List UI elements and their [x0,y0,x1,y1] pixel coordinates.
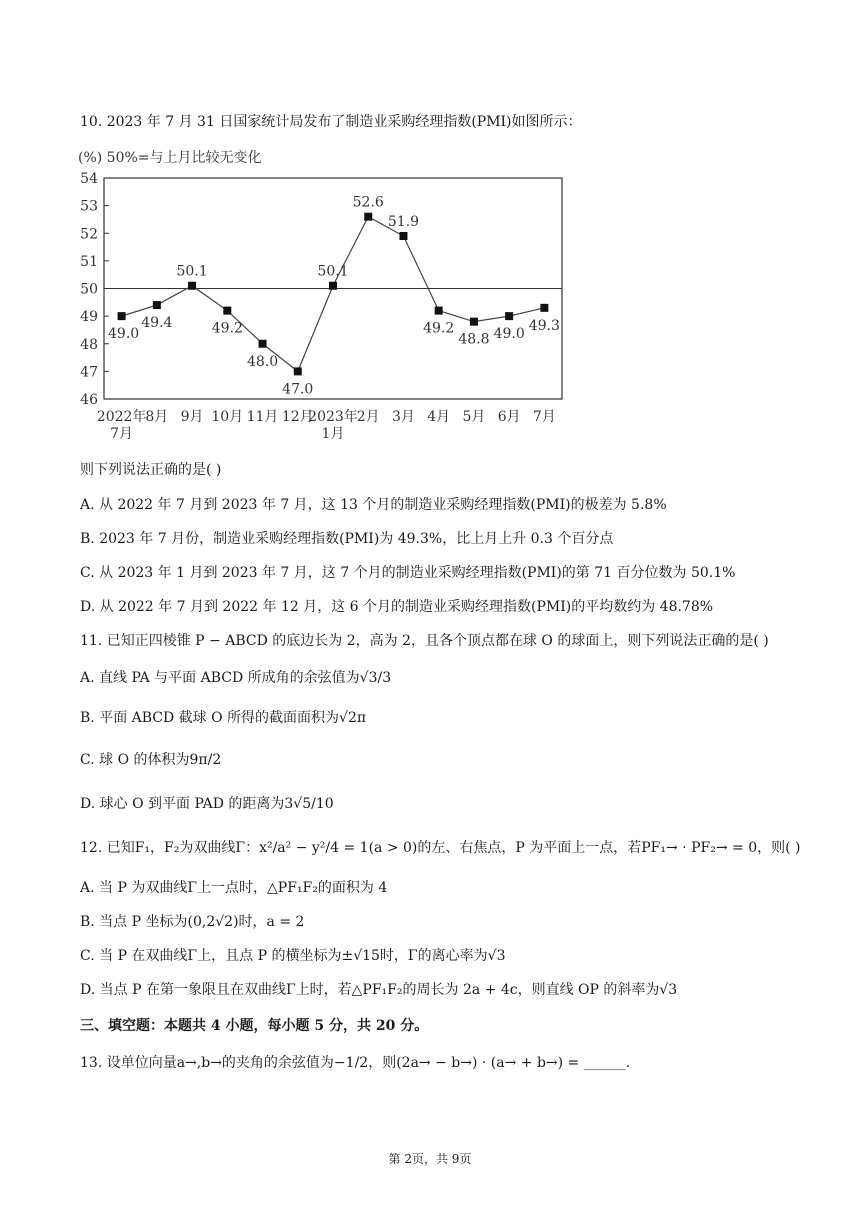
x-tick-label: 7月 [110,426,134,440]
data-labels [108,195,560,398]
data-label: 52.6 [352,194,384,211]
data-label: 49.3 [528,317,560,334]
page-footer: 第 2页，共 9页 [388,1152,472,1166]
chart-title: (%) 50%=与上月比较无变化 [78,150,262,166]
y-tick-label: 52 [80,226,98,243]
y-tick-label: 47 [80,364,98,381]
pmi-line-chart [70,140,570,440]
data-label: 51.9 [387,214,420,231]
data-point-marker [505,312,513,320]
q12-stem: 12. 已知F₁，F₂为双曲线Γ：x²/a² − y²/4 = 1(a > 0)的左、右焦点，P 为平面上一点，若PF₁→ · PF₂→ = 0，则( ) [80,840,801,856]
data-label: 50.1 [176,263,208,280]
x-tick-label: 6月 [497,409,521,425]
data-point-marker [329,282,337,290]
data-point-marker [153,301,161,309]
q11-option-a: A. 直线 PA 与平面 ABCD 所成角的余弦值为√3/3 [80,670,392,686]
data-point-marker [294,367,302,375]
q10-option-a: A. 从 2022 年 7 月到 2023 年 7 月，这 13 个月的制造业采购经理指数(PMI)的极差为 5.8% [80,497,667,513]
q12-option-b: B. 当点 P 坐标为(0,2√2)时，a = 2 [80,914,305,930]
q11-option-d: D. 球心 O 到平面 PAD 的距离为3√5/10 [80,796,334,812]
data-label: 49.0 [108,326,140,343]
x-tick-label: 2023年 [308,409,358,425]
data-point-marker [435,307,443,315]
q12-option-d: D. 当点 P 在第一象限且在双曲线Γ上时，若△PF₁F₂的周长为 2a + 4c，则直线 OP 的斜率为√3 [80,982,678,998]
x-tick-label: 12月 [281,409,314,425]
data-label: 47.0 [282,381,314,398]
x-tick-label: 11月 [246,409,279,425]
y-tick-label: 46 [80,392,98,408]
x-tick-labels [97,408,556,440]
x-tick-label: 2月 [356,409,380,425]
q10-option-b: B. 2023 年 7 月份，制造业采购经理指数(PMI)为 49.3%，比上月上升 0.3 个百分点 [80,531,614,547]
x-tick-label: 3月 [392,409,415,425]
series-line [122,217,545,372]
q11-option-c: C. 球 O 的体积为9π/2 [80,752,222,768]
section-fill-in-heading: 三、填空题：本题共 4 小题，每小题 5 分，共 20 分。 [80,1018,429,1034]
y-tick-label: 49 [80,309,98,326]
data-label: 49.2 [423,320,455,337]
y-tick-labels [80,171,98,408]
data-point-marker [470,318,478,326]
pmi-series [118,213,549,376]
y-tick-label: 53 [80,198,98,215]
data-point-marker [118,312,126,320]
q10-stem: 10. 2023 年 7 月 31 日国家统计局发布了制造业采购经理指数(PMI)如图所示： [80,114,582,130]
data-point-marker [540,304,548,312]
q12-option-a: A. 当 P 为双曲线Γ上一点时，△PF₁F₂的面积为 4 [80,880,388,896]
x-tick-label: 2022年 [96,409,147,425]
q13-stem: 13. 设单位向量a→,b→的夹角的余弦值为−1/2，则(2a→ − b→) · (a→ + b→) = ______. [80,1055,631,1071]
q10-question: 则下列说法正确的是( ) [80,462,222,478]
data-label: 49.2 [211,320,243,337]
x-tick-label: 10月 [211,409,244,425]
x-tick-label: 4月 [427,409,451,425]
x-tick-label: 5月 [462,409,486,425]
y-tick-label: 48 [80,336,98,353]
y-tick-label: 54 [80,171,98,187]
q10-option-d: D. 从 2022 年 7 月到 2022 年 12 月，这 6 个月的制造业采购经理指数(PMI)的平均数约为 48.78% [80,599,714,615]
x-tick-label: 9月 [180,409,204,425]
data-point-marker [259,340,267,348]
data-label: 48.8 [458,331,490,348]
x-tick-label: 7月 [532,409,556,425]
data-point-marker [223,307,231,315]
q11-option-b: B. 平面 ABCD 截球 O 所得的截面面积为√2π [80,710,367,726]
q10-option-c: C. 从 2023 年 1 月到 2023 年 7 月，这 7 个月的制造业采购经理指数(PMI)的第 71 百分位数为 50.1% [80,565,736,581]
x-tick-label: 1月 [321,426,345,440]
data-label: 50.1 [317,263,349,280]
q11-stem: 11. 已知正四棱锥 P − ABCD 的底边长为 2，高为 2，且各个顶点都在球 O 的球面上，则下列说法正确的是( ) [80,633,769,649]
y-tick-label: 51 [80,253,98,270]
data-point-marker [399,232,407,240]
data-point-marker [364,213,372,221]
data-label: 48.0 [246,353,279,370]
x-tick-label: 8月 [145,409,169,425]
data-label: 49.0 [493,326,525,343]
data-label: 49.4 [141,315,173,332]
q12-option-c: C. 当 P 在双曲线Γ上，且点 P 的横坐标为±√15时，Γ的离心率为√3 [80,948,506,964]
data-point-marker [188,282,196,290]
y-tick-label: 50 [80,281,98,298]
